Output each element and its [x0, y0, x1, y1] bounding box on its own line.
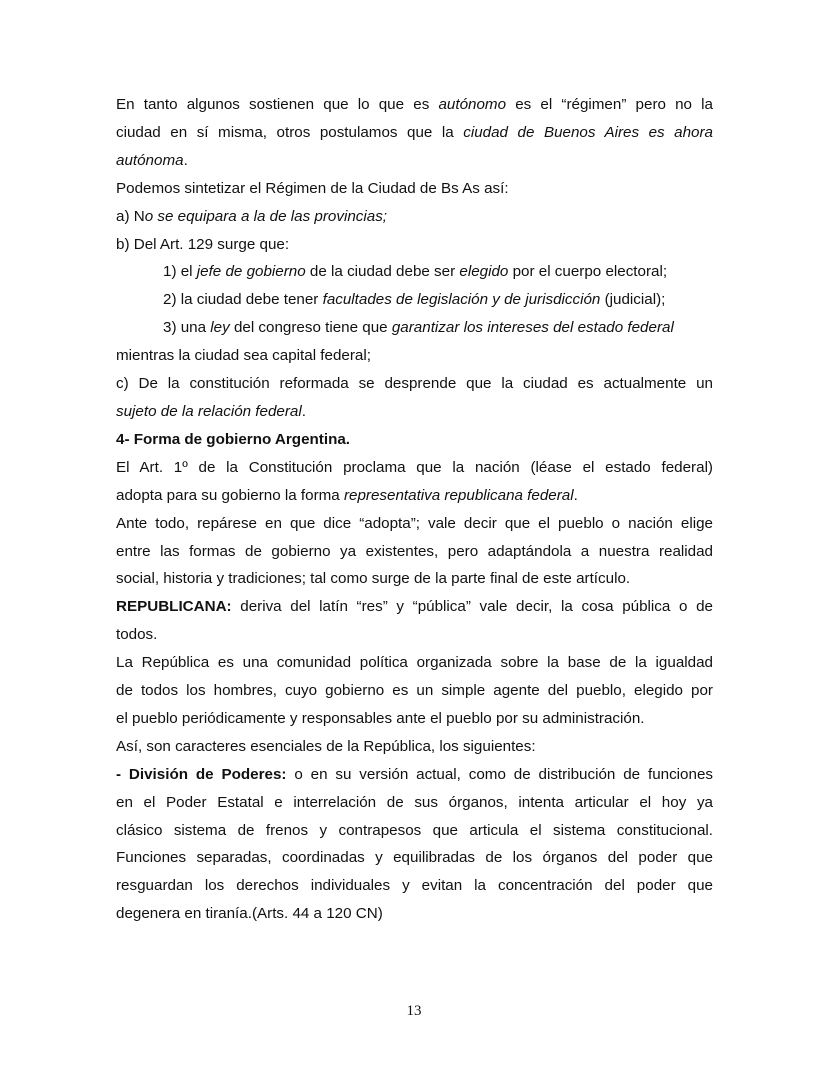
list-item-c-line-1: c) De la constitución reformada se desprende que la ciudad es actualmente un	[116, 375, 713, 393]
paragraph-republicana-line-2: todos.	[116, 626, 158, 644]
paragraph-regimen-intro: Podemos sintetizar el Régimen de la Ciudad de Bs As así:	[116, 179, 509, 197]
section-heading: 4- Forma de gobierno Argentina.	[116, 430, 351, 448]
paragraph-article-1-line-1: El Art. 1º de la Constitución proclama que la nación (léase el estado federal)	[116, 458, 713, 476]
paragraph-republica-line-3: el pueblo periódicamente y responsables ante el pueblo por su administración.	[116, 709, 645, 727]
page-number: 13	[406, 1003, 422, 1019]
paragraph-article-1-line-2: adopta para su gobierno la forma representativa republicana federal.	[116, 486, 578, 504]
list-item-b: b) Del Art. 129 surge que:	[116, 235, 290, 253]
sublist-item-2: 2) la ciudad debe tener facultades de legislación y de jurisdicción (judicial);	[163, 291, 666, 309]
paragraph-division-line-5: resguardan los derechos individuales y evitan la concentración del poder que	[116, 877, 713, 895]
paragraph-adopta-line-2: entre las formas de gobierno ya existentes, pero adaptándola a nuestra realidad	[116, 542, 713, 560]
paragraph-division-line-2: en el Poder Estatal e interrelación de sus órganos, intenta articular el hoy ya	[116, 793, 713, 811]
list-item-a: a) No se equipara a la de las provincias;	[116, 207, 388, 225]
paragraph-adopta-line-1: Ante todo, repárese en que dice “adopta”; vale decir que el pueblo o nación elige	[116, 514, 713, 532]
sublist-item-3-continuation: mientras la ciudad sea capital federal;	[116, 347, 371, 365]
sublist-item-3: 3) una ley del congreso tiene que garantizar los intereses del estado federal	[163, 319, 674, 337]
term-label: - División de Poderes:	[116, 765, 287, 783]
paragraph-republica-line-1: La República es una comunidad política organizada sobre la base de la igualdad	[116, 654, 713, 672]
paragraph-caracteres: Así, son caracteres esenciales de la República, los siguientes:	[116, 737, 536, 755]
paragraph-autonomy-line-1: En tanto algunos sostienen que lo que es autónomo es el “régimen” pero no la	[116, 96, 713, 113]
paragraph-division-line-6: degenera en tiranía.(Arts. 44 a 120 CN)	[116, 905, 383, 923]
paragraph-division-line-3: clásico sistema de frenos y contrapesos que articula el sistema constitucional.	[116, 821, 713, 839]
paragraph-autonomy-line-2: ciudad en sí misma, otros postulamos que la ciudad de Buenos Aires es ahora	[116, 123, 713, 141]
paragraph-republica-line-2: de todos los hombres, cuyo gobierno es un simple agente del pueblo, elegido por	[116, 682, 713, 700]
document-body	[116, 91, 713, 928]
sublist-item-1: 1) el jefe de gobierno de la ciudad debe ser elegido por el cuerpo electoral;	[163, 263, 668, 281]
paragraph-division-line-1: - División de Poderes: o en su versión actual, como de distribución de funciones	[116, 765, 713, 783]
paragraph-adopta-line-3: social, historia y tradiciones; tal como surge de la parte final de este artículo.	[116, 570, 631, 588]
paragraph-division-line-4: Funciones separadas, coordinadas y equilibradas de los órganos del poder que	[116, 849, 713, 867]
paragraph-autonomy-line-3: autónoma.	[116, 151, 188, 169]
paragraph-republicana-line-1: REPUBLICANA: deriva del latín “res” y “pública” vale decir, la cosa pública o de	[116, 598, 713, 616]
list-item-c-line-2: sujeto de la relación federal.	[116, 402, 306, 420]
term-label: REPUBLICANA:	[116, 598, 232, 616]
